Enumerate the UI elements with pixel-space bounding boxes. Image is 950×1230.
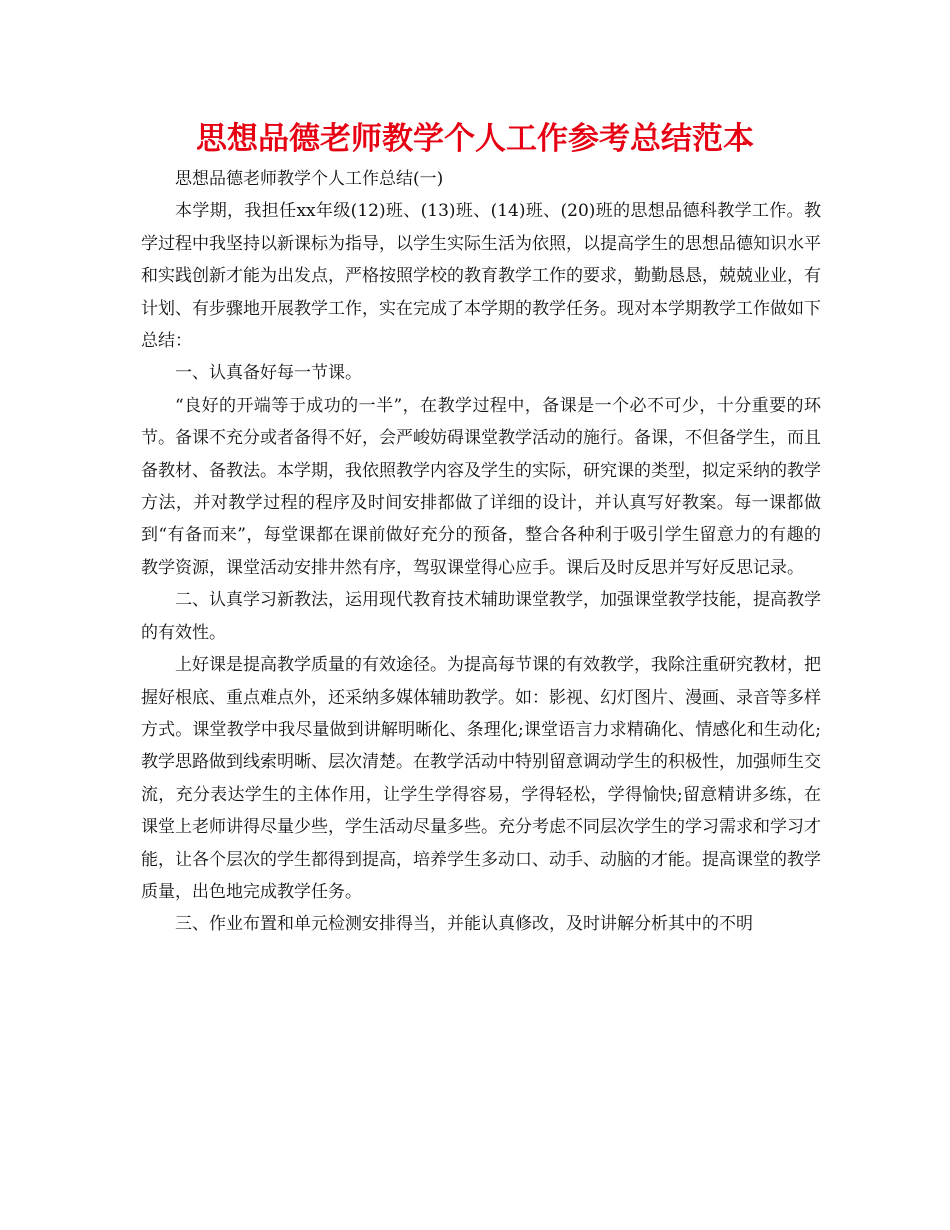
section-heading: 二、认真学习新教法，运用现代教育技术辅助课堂教学，加强课堂教学技能，提高教学的有效性。 [141, 590, 821, 643]
document-body [141, 163, 821, 941]
section-heading: 思想品德老师教学个人工作总结(一) [175, 169, 444, 189]
document-title: 思想品德老师教学个人工作参考总结范本 [196, 121, 754, 157]
section-heading: 三、作业布置和单元检测安排得当，并能认真修改，及时讲解分析其中的不明 [175, 914, 753, 935]
paragraph: “良好的开端等于成功的一半”，在教学过程中，备课是一个必不可少，十分重要的环节。备课不充分或者备得不好，会严峻妨碍课堂教学活动的施行。备课，不但备学生，而且备教材、备教法。本学期，我依照教学内容及学生的实际，研究课的类型，拟定采纳的教学方法，并对教学过程的程序及时间安排都做了详细的设计，并认真写好教案。每一课都做到“有备而来”，每堂课都在课前做好充分的预备，整合各种利于吸引学生留意力的有趣的教学资源，课堂活动安排井然有序，驾驭课堂得心应手。课后及时反思并写好反思记录。 [141, 395, 821, 578]
paragraph: 上好课是提高教学质量的有效途径。为提高每节课的有效教学，我除注重研究教材，把握好根底、重点难点外，还采纳多媒体辅助教学。如：影视、幻灯图片、漫画、录音等多样方式。课堂教学中我尽量做到讲解明晰化、条理化;课堂语言力求精确化、情感化和生动化;教学思路做到线索明晰、层次清楚。在教学活动中特别留意调动学生的积极性，加强师生交流，充分表达学生的主体作用，让学生学得容易，学得轻松，学得愉快;留意精讲多练，在课堂上老师讲得尽量少些，学生活动尽量多些。充分考虑不同层次学生的学习需求和学习才能，让各个层次的学生都得到提高，培养学生多动口、动手、动脑的才能。提高课堂的教学质量，出色地完成教学任务。 [141, 655, 821, 902]
paragraph: 本学期，我担任xx年级(12)班、(13)班、(14)班、(20)班的思想品德科教学工作。教学过程中我坚持以新课标为指导，以学生实际生活为依照，以提高学生的思想品德知识水平和实践创新才能为出发点，严格按照学校的教育教学工作的要求，勤勤恳恳，兢兢业业，有计划、有步骤地开展教学工作，实在完成了本学期的教学任务。现对本学期教学工作做如下总结： [141, 201, 821, 352]
section-heading: 一、认真备好每一节课。 [175, 363, 362, 384]
